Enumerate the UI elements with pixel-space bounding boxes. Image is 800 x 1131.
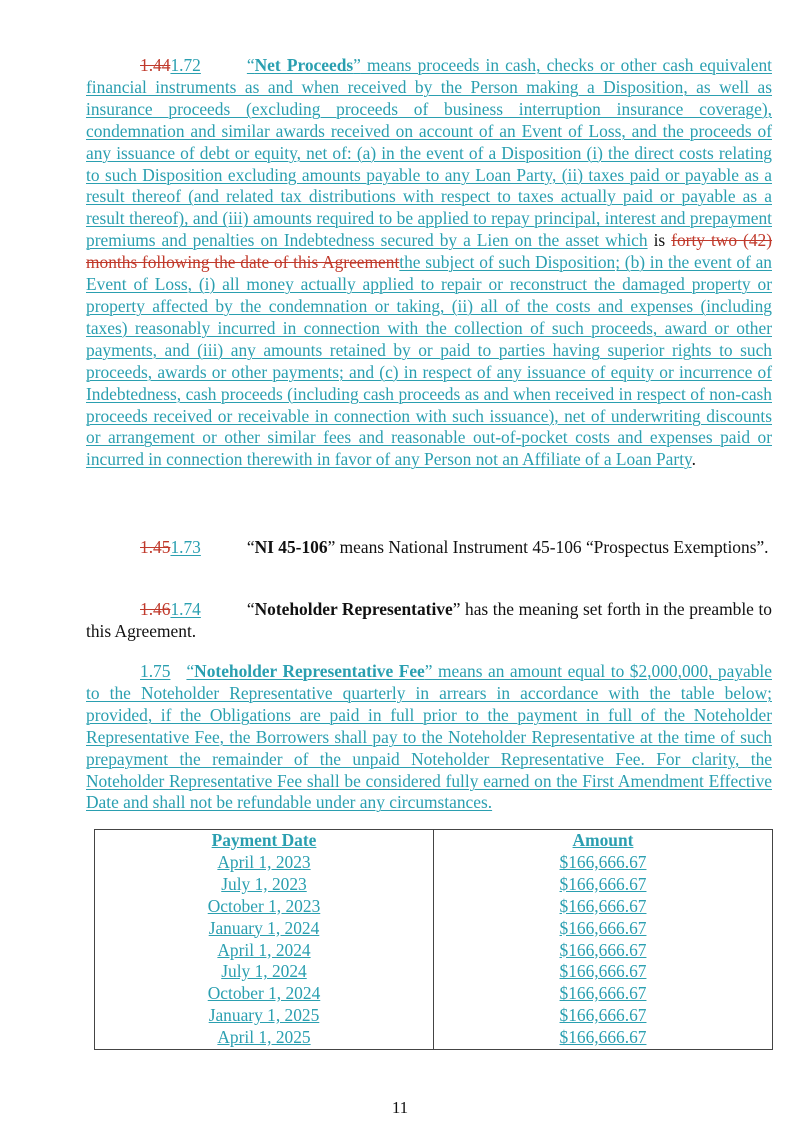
definition-noteholder-representative: 1.461.74 “Noteholder Representative” has the meaning set forth in the preamble to this Agreement. — [86, 599, 772, 641]
definition-text-part-b: the subject of such Disposition; (b) in the event of an Event of Loss, (i) all money actually applied to repair or reconstruct the damaged property or property affected by the condemnation or taking, (ii) all of the costs and expenses (including taxes) reasonably incurred in connection with the collection of such proceeds, award or other payments, and (iii) any amounts retained by or paid to parties having superior rights to such proceeds, awards or other payments; and (c) in respect of any issuance of equity or incurrence of Indebtedness, cash proceeds (including cash proceeds as and when received in respect of non-cash proceeds received or receivable in connection with such issuance), net of underwriting discounts or arrangement or other similar fees and reasonable out-of-pocket costs and expenses paid or incurred in connection therewith in favor of any Person not an Affiliate of a Loan Party — [86, 252, 772, 470]
inserted-section-number: 1.73 — [170, 537, 201, 557]
column-header-payment-date: Payment Date — [95, 830, 434, 852]
payment-date-cell: October 1, 2023 — [95, 896, 434, 918]
table-row — [95, 874, 773, 896]
amount-cell: $166,666.67 — [434, 961, 773, 983]
amount-cell: $166,666.67 — [434, 896, 773, 918]
payment-date-cell: July 1, 2024 — [95, 961, 434, 983]
table-row — [95, 940, 773, 962]
defined-term: Net Proceeds — [254, 55, 354, 75]
deleted-section-number: 1.45 — [140, 537, 171, 557]
table-row — [95, 983, 773, 1005]
defined-term: Noteholder Representative Fee — [194, 661, 425, 681]
payment-date-cell: April 1, 2023 — [95, 852, 434, 874]
table-row — [95, 1027, 773, 1049]
section-number: 1.75 — [140, 661, 171, 681]
amount-cell: $166,666.67 — [434, 940, 773, 962]
deleted-section-number: 1.44 — [140, 55, 171, 75]
page-number: 11 — [391, 1098, 409, 1117]
deleted-text: forty two (42) months following the date of this Agreement — [86, 230, 773, 273]
definition-text: has the meaning set forth in the preamble to this Agreement. — [86, 599, 772, 641]
payment-date-cell: July 1, 2023 — [95, 874, 434, 896]
table-row — [95, 896, 773, 918]
column-header-amount: Amount — [434, 830, 773, 852]
amount-cell: $166,666.67 — [434, 852, 773, 874]
table-row — [95, 852, 773, 874]
amount-cell: $166,666.67 — [434, 874, 773, 896]
payment-date-cell: October 1, 2024 — [95, 983, 434, 1005]
plain-text-is: is — [647, 230, 672, 251]
definition-noteholder-representative-fee: 1.75 “Noteholder Representative Fee” means an amount equal to $2,000,000, payable to the Noteholder Representative quarterly in arrears in accordance with the table below; provided, if the Obligations are paid in full prior to the payment in full of the Noteholder Representative Fee, the Borrowers shall pay to the Noteholder Representative at the time of such prepayment the remainder of the unpaid Noteholder Representative Fee. For clarity, the Noteholder Representative Fee shall be considered fully earned on the First Amendment Effective Date and shall not be refundable under any circumstances. — [86, 661, 772, 813]
payment-date-cell: April 1, 2025 — [95, 1027, 434, 1049]
inserted-section-number: 1.72 — [170, 55, 201, 75]
definition-ni-45-106: 1.451.73 “NI 45-106” means National Instrument 45-106 “Prospectus Exemptions”. — [140, 537, 769, 557]
fee-schedule-table — [94, 829, 773, 1050]
defined-term: Noteholder Representative — [254, 599, 453, 619]
amount-cell: $166,666.67 — [434, 1027, 773, 1049]
inserted-section-number: 1.74 — [170, 599, 201, 619]
deleted-section-number: 1.46 — [140, 599, 171, 619]
amount-cell: $166,666.67 — [434, 918, 773, 940]
definition-net-proceeds: 1.441.72 “Net Proceeds” means proceeds in cash, checks or other cash equivalent financial instruments as and when received by the Person making a Disposition, as well as insurance proceeds (excluding proceeds of business interruption insurance coverage), condemnation and similar awards received on account of an Event of Loss, and the proceeds of any issuance of debt or equity, net of: (a) in the event of a Disposition (i) the direct costs relating to such Disposition excluding amounts payable to any Loan Party, (ii) taxes paid or payable as a result thereof (and related tax distributions with respect to taxes actually paid or payable as a result thereof), and (iii) amounts required to be applied to repay principal, interest and prepayment premiums and penalties on Indebtedness secured by a Lien on the asset which is forty two (42) months following the date of this Agreementthe subject of such Disposition; (b) in the event of an Event of Loss, (i) all money actually applied to repair or reconstruct the damaged property or property affected by the condemnation or taking, (ii) all of the costs and expenses (including taxes) reasonably incurred in connection with the collection of such proceeds, award or other payments, and (iii) any amounts retained by or paid to parties having superior rights to such proceeds, awards or other payments; and (c) in respect of any issuance of equity or incurrence of Indebtedness, cash proceeds (including cash proceeds as and when received in respect of non-cash proceeds received or receivable in connection with such issuance), net of underwriting discounts or arrangement or other similar fees and reasonable out-of-pocket costs and expenses paid or incurred in connection therewith in favor of any Person not an Affiliate of a Loan Party. — [86, 55, 773, 470]
definition-end: . — [691, 449, 696, 470]
table-row — [95, 961, 773, 983]
payment-date-cell: April 1, 2024 — [95, 940, 434, 962]
defined-term: NI 45-106 — [254, 537, 328, 557]
amount-cell: $166,666.67 — [434, 1005, 773, 1027]
payment-date-cell: January 1, 2025 — [95, 1005, 434, 1027]
definition-text: means an amount equal to $2,000,000, payable to the Noteholder Representative quarterly in arrears in accordance with the table below; provided, if the Obligations are paid in full prior to the payment in full of the Noteholder Representative Fee, the Borrowers shall pay to the Noteholder Representative at the time of such prepayment the remainder of the unpaid Noteholder Representative Fee. For clarity, the Noteholder Representative Fee shall be considered fully earned on the First Amendment Effective Date and shall not be refundable under any circumstances. — [86, 661, 772, 813]
payment-date-cell: January 1, 2024 — [95, 918, 434, 940]
amount-cell: $166,666.67 — [434, 983, 773, 1005]
table-row — [95, 1005, 773, 1027]
definition-text-part-a: means proceeds in cash, checks or other cash equivalent financial instruments as and when received by the Person making a Disposition, as well as insurance proceeds (excluding proceeds of business interruption insurance coverage), condemnation and similar awards received on account of an Event of Loss, and the proceeds of any issuance of debt or equity, net of: (a) in the event of a Disposition (i) the direct costs relating to such Disposition excluding amounts payable to any Loan Party, (ii) taxes paid or payable as a result thereof (and related tax distributions with respect to taxes actually paid or payable as a result thereof), and (iii) amounts required to be applied to repay principal, interest and prepayment premiums and penalties on Indebtedness secured by a Lien on the asset which — [86, 55, 772, 251]
table-row — [95, 918, 773, 940]
definition-text: means National Instrument 45-106 “Prospectus Exemptions”. — [335, 537, 769, 557]
